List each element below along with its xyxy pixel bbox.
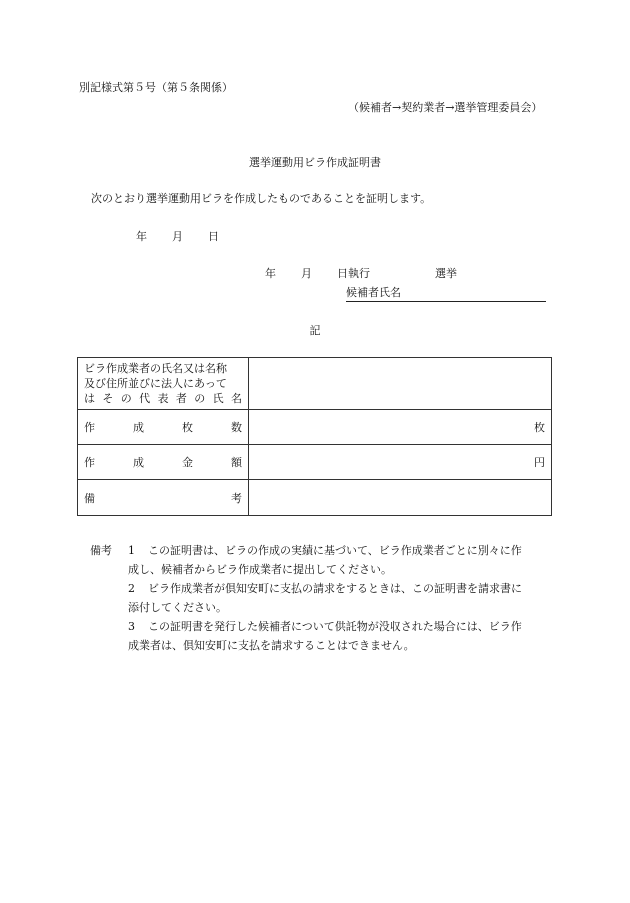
remarks-field[interactable] <box>249 480 552 516</box>
amount-field[interactable] <box>249 445 552 480</box>
document-title: 選挙運動用ビラ作成証明書 <box>249 156 381 169</box>
printer-label-line: ビラ作成業者の氏名又は名称 <box>84 362 227 375</box>
note-item-continued: 添付してください。 <box>128 601 227 614</box>
printer-name-field[interactable] <box>249 358 552 410</box>
yen-unit: 円 <box>534 456 545 469</box>
remarks-label: 備 考 <box>78 480 249 516</box>
form-number: 別記様式第５号（第５条関係） <box>79 81 233 94</box>
election-execution-line <box>265 267 457 281</box>
note-item-continued: 成し、候補者からビラ作成業者に提出してください。 <box>128 563 392 576</box>
printer-label-line: 及び住所並びに法人にあって <box>84 377 227 390</box>
intro-statement: 次のとおり選挙運動用ビラを作成したものであることを証明します。 <box>91 192 432 205</box>
exec-month-label: 月 <box>301 267 312 280</box>
printer-label-line: は そ の 代 表 者 の 氏 名 <box>84 392 242 405</box>
issue-day-label: 日 <box>208 230 219 243</box>
note-item: 3 この証明書を発行した候補者について供託物が没収された場合には、ビラ作 <box>128 620 522 633</box>
note-item: 備考 1 この証明書は、ビラの作成の実績に基づいて、ビラ作成業者ごとに別々に作 <box>90 541 522 560</box>
submission-flow: （候補者→契約業者→選挙管理委員会） <box>348 101 543 114</box>
sheet-count-label: 作 成 枚 数 <box>78 410 249 445</box>
issue-date <box>136 230 219 244</box>
exec-day-label: 日執行 <box>337 267 370 280</box>
notes-lead: 備考 <box>90 544 112 557</box>
candidate-name-field[interactable]: 候補者氏名 <box>346 286 546 302</box>
table-row <box>78 410 552 445</box>
note-item: 2 ビラ作成業者が倶知安町に支払の請求をするときは、この証明書を請求書に <box>128 582 522 595</box>
sheet-count-field[interactable] <box>249 410 552 445</box>
exec-year-label: 年 <box>265 267 276 280</box>
issue-year-label: 年 <box>136 230 147 243</box>
amount-label: 作 成 金 額 <box>78 445 249 480</box>
note-item-continued: 成業者は、倶知安町に支払を請求することはできません。 <box>128 639 415 652</box>
issue-month-label: 月 <box>172 230 183 243</box>
table-row <box>78 358 552 410</box>
table-row <box>78 480 552 516</box>
sheet-unit: 枚 <box>534 421 545 434</box>
ki-heading: 記 <box>309 324 321 337</box>
election-label: 選挙 <box>435 267 457 280</box>
notes-section <box>90 541 522 655</box>
certificate-table <box>77 357 552 516</box>
printer-name-label <box>78 358 249 410</box>
table-row <box>78 445 552 480</box>
